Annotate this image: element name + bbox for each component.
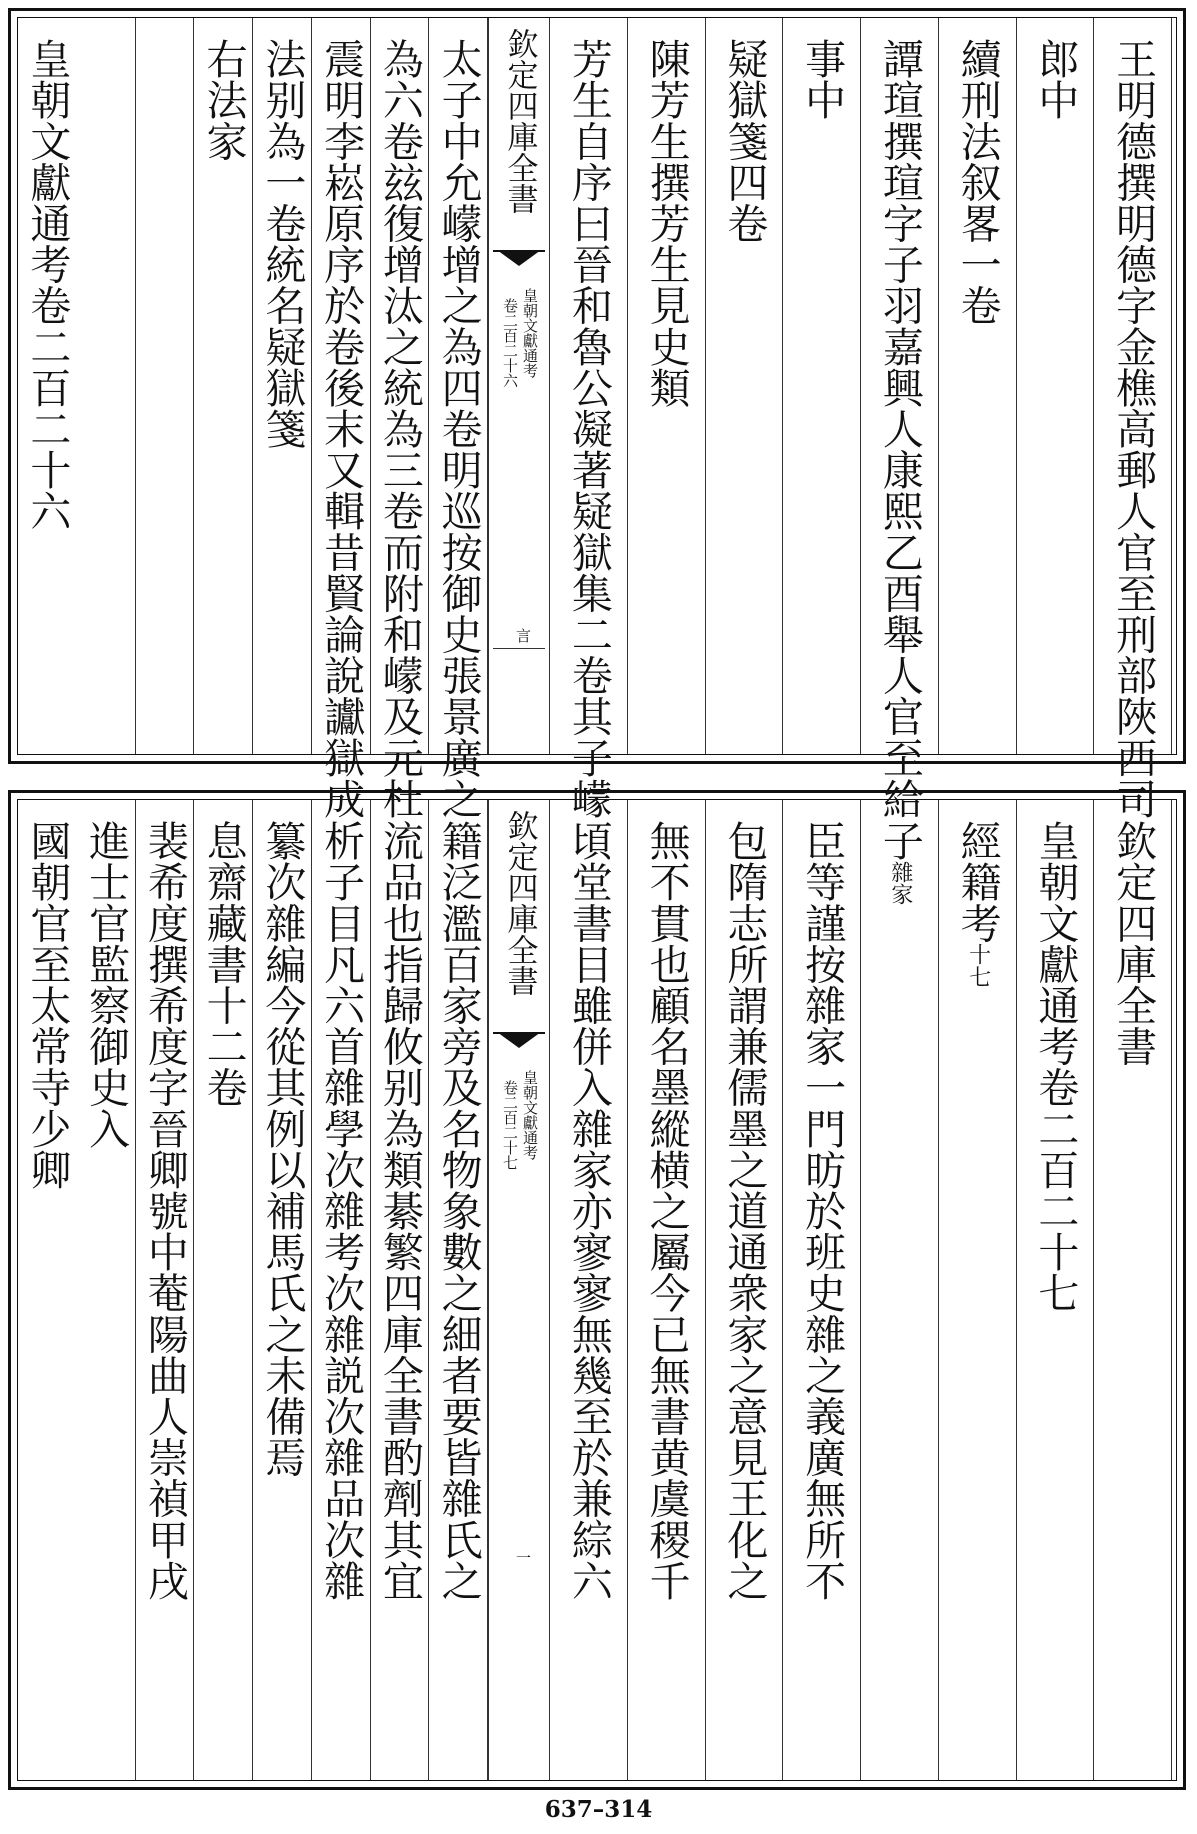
bottom-column xyxy=(312,800,371,1780)
top-column-text: 太子中允㠓增之為四卷明巡按御史張景廣之 xyxy=(434,38,483,819)
top-column-text: 震明李崧原序於卷後末又輯昔賢論說讞獄成 xyxy=(317,38,366,819)
bottom-column-text: 籍泛濫百家旁及名物象數之細者要皆雜氏之 xyxy=(434,820,483,1601)
bottom-column-text: 息齋藏書十二卷 xyxy=(199,820,248,1108)
bottom-column xyxy=(706,800,784,1780)
top-book-title: 皇朝文獻通考 xyxy=(521,288,539,378)
bottom-column-text: 流品也指歸攸别為類綦繁四庫全書酌劑其宜 xyxy=(375,820,424,1601)
top-column xyxy=(77,18,136,754)
bottom-column-text: 臣等謹按雜家一門昉於班史雜之義廣無所不 xyxy=(798,820,847,1601)
bottom-column-text: 皇朝文獻通考卷二百二十七 xyxy=(1031,820,1080,1314)
bottom-column-text: 欽定四庫全書 xyxy=(1109,820,1158,1067)
top-column xyxy=(1094,18,1172,819)
top-page xyxy=(8,8,1186,819)
top-column-text: 右法家 xyxy=(199,38,248,162)
bottom-column-text: 析子目凡六首雜學次雜考次雜説次雜品次雜 xyxy=(317,820,366,1601)
top-library-title: 欽定四庫全書 xyxy=(501,28,538,214)
bottom-column xyxy=(1017,800,1095,1780)
top-column-text: 法别為一卷統名疑獄箋 xyxy=(258,38,307,449)
bottom-column-note: 雜家 xyxy=(887,861,913,906)
top-column-text: 續刑法叙畧一卷 xyxy=(953,38,1002,326)
bottom-book-title: 皇朝文獻通考 xyxy=(521,1070,539,1160)
top-center-fold xyxy=(488,18,550,754)
top-column xyxy=(550,18,628,819)
bottom-center-fold xyxy=(488,800,550,1780)
bottom-column xyxy=(939,800,1017,1780)
top-center-rule xyxy=(493,648,545,649)
bottom-fish-tail-mark xyxy=(493,1032,545,1068)
top-column xyxy=(628,18,706,754)
top-column xyxy=(136,18,195,754)
top-column xyxy=(253,18,312,754)
bottom-library-title: 欽定四庫全書 xyxy=(501,810,538,996)
bottom-column xyxy=(253,800,312,1780)
top-column xyxy=(429,18,488,819)
bottom-column xyxy=(194,800,253,1780)
bottom-column-note: 十七 xyxy=(965,943,991,988)
top-column xyxy=(706,18,784,754)
top-column xyxy=(783,18,861,754)
bottom-column-text: 裴希度撰希度字晉卿號中菴陽曲人崇禎甲戌 xyxy=(140,820,189,1601)
top-page-frame xyxy=(17,17,1177,819)
bottom-column xyxy=(1094,800,1172,1780)
bottom-page-frame xyxy=(17,799,1177,1781)
top-column xyxy=(194,18,253,754)
bottom-column-main: 經籍考 xyxy=(953,820,1002,944)
bottom-column-text xyxy=(875,820,924,906)
top-column-text: 皇朝文獻通考卷二百二十六 xyxy=(23,38,72,532)
bottom-column xyxy=(136,800,195,1780)
top-column-text: 為六卷玆復增汰之統為三卷而附和㠓及元杜 xyxy=(375,38,424,819)
bottom-column xyxy=(77,800,136,1780)
top-column-text: 郎中 xyxy=(1031,38,1080,121)
bottom-column xyxy=(783,800,861,1780)
bottom-column-main: 子 xyxy=(875,820,924,862)
top-column xyxy=(371,18,430,819)
top-fish-tail-mark xyxy=(493,250,545,286)
top-column xyxy=(861,18,939,819)
top-column-text: 疑獄箋四卷 xyxy=(720,38,769,244)
bottom-column xyxy=(429,800,488,1780)
bottom-column-text: 無不貫也顧名墨縱横之屬今已無書黄虞稷千 xyxy=(642,820,691,1601)
top-column xyxy=(939,18,1017,754)
bottom-column-text: 國朝官至太常寺少卿 xyxy=(23,820,72,1190)
bottom-column-text: 進士官監察御史入 xyxy=(82,820,131,1149)
top-column-text: 譚瑄撰瑄字子羽嘉興人康熙乙酉舉人官至給 xyxy=(875,38,924,819)
bottom-folio: 一 xyxy=(514,1550,532,1565)
top-column xyxy=(18,18,77,754)
top-volume: 卷二百二十六 xyxy=(501,298,519,388)
top-column-text: 王明德撰明德字金樵高郵人官至刑部陜西司 xyxy=(1109,38,1158,819)
bottom-column xyxy=(861,800,939,1780)
page-number: 637–314 xyxy=(544,1796,653,1823)
bottom-column-text: 頃堂書目雖併入雜家亦寥寥無幾至於兼綜六 xyxy=(564,820,613,1601)
top-column xyxy=(1017,18,1095,754)
bottom-page xyxy=(8,790,1186,1790)
bottom-column xyxy=(371,800,430,1780)
bottom-column xyxy=(628,800,706,1780)
top-column xyxy=(312,18,371,819)
bottom-column-text xyxy=(953,820,1002,988)
bottom-column xyxy=(18,800,77,1780)
bottom-column-text: 纂次雜編今從其例以補馬氏之未備焉 xyxy=(258,820,307,1478)
bottom-volume: 卷二百二十七 xyxy=(501,1080,519,1170)
top-column-text: 事中 xyxy=(798,38,847,121)
top-column-text: 芳生自序曰晉和魯公凝著疑獄集二卷其子㠓 xyxy=(564,38,613,819)
top-column-text: 陳芳生撰芳生見史類 xyxy=(642,38,691,408)
bottom-column xyxy=(550,800,628,1780)
bottom-column-text: 包隋志所謂兼儒墨之道通衆家之意見王化之 xyxy=(720,820,769,1601)
top-folio: 言 xyxy=(514,628,532,643)
